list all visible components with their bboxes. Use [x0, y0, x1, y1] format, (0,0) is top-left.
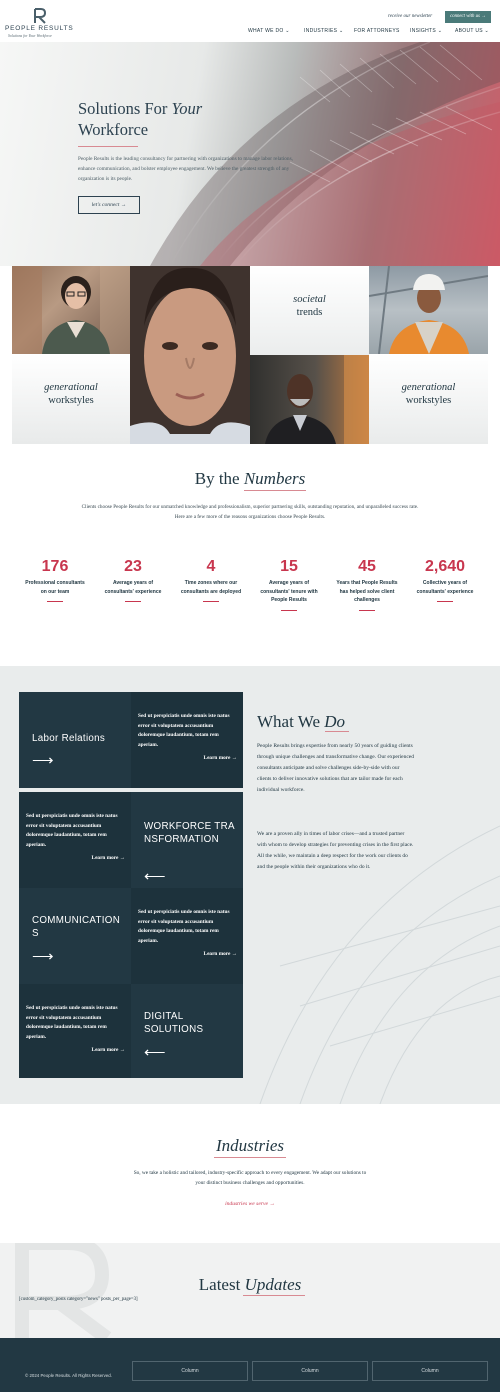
tile-societal-trends	[250, 266, 369, 355]
logo[interactable]	[5, 8, 75, 40]
logo-name: PEOPLE RESULTS	[5, 25, 74, 32]
industries-divider	[214, 1157, 286, 1158]
copyright: © 2024 People Results. All Rights Reserved.	[25, 1373, 112, 1378]
stat-value: 176	[41, 558, 69, 575]
tile-italic: generational	[401, 382, 456, 393]
stat-label: Average years of consultants' tenure with People Results	[260, 580, 318, 603]
tile-generational-workstyles-left	[12, 354, 130, 444]
service-info-card	[19, 792, 131, 888]
photo-woman-glasses	[12, 266, 130, 354]
photo-construction-worker	[369, 266, 488, 354]
footer-column[interactable]: Column	[252, 1361, 368, 1381]
service-description: Sed ut perspiciatis unde omnis iste natus error sit voluptatem accusantium doloremque laudantium, totam rem aperiam.	[138, 909, 230, 944]
stat-underline	[47, 601, 63, 602]
service-workforce-transformation[interactable]	[131, 792, 243, 888]
stat-underline	[203, 601, 219, 602]
tile-text	[250, 293, 369, 319]
tile-generational-workstyles-right	[369, 354, 488, 444]
stat-item	[414, 557, 476, 602]
face-portrait-icon	[130, 266, 250, 444]
stat-label: Time zones where our consultants are deployed	[180, 580, 242, 595]
service-title: WORKFORCE TRANSFORMATION	[144, 821, 235, 845]
wwd-divider	[325, 731, 349, 732]
stat-value: 15	[280, 558, 298, 575]
nav-insights[interactable]: INSIGHTS ⌄	[410, 28, 443, 34]
service-title: DIGITAL SOLUTIONS	[144, 1011, 204, 1035]
numbers-title-prefix: By the	[194, 469, 244, 488]
stat-item	[24, 557, 86, 602]
service-description: Sed ut perspiciatis unde omnis iste natus error sit voluptatem accusantium doloremque laudantium, totam rem aperiam.	[26, 1005, 118, 1040]
tile-regular: trends	[296, 307, 323, 318]
newsletter-link[interactable]: receive our newsletter	[388, 14, 433, 19]
logo-mark-icon	[29, 8, 49, 24]
service-info-card	[131, 692, 243, 788]
learn-more-link[interactable]: Learn more →	[91, 855, 125, 861]
service-description: Sed ut perspiciatis unde omnis iste natus error sit voluptatem accusantium doloremque laudantium, totam rem aperiam.	[26, 813, 118, 848]
footer-column[interactable]: Column	[372, 1361, 488, 1381]
tile-regular: workstyles	[405, 395, 452, 406]
stat-item	[258, 557, 320, 611]
service-title: Labor Relations	[32, 733, 106, 744]
updates-title-italic: Updates	[244, 1275, 302, 1294]
arrow-left-icon: ⟵	[144, 1044, 166, 1061]
hero-title-prefix: Solutions For	[78, 99, 172, 118]
stat-value: 2,640	[424, 558, 466, 575]
stat-item	[102, 557, 164, 602]
stat-label: Professional consultants on our team	[25, 580, 85, 595]
photo-woman-closeup	[130, 266, 250, 444]
industries-title: Industries	[216, 1136, 284, 1155]
hero-title-line2: Workforce	[78, 120, 149, 139]
stat-label: Collective years of consultants' experience	[416, 580, 474, 595]
service-info-card	[131, 888, 243, 984]
industries-link[interactable]: industries we serve →	[225, 1201, 275, 1207]
stat-underline	[125, 601, 141, 602]
stat-label: Average years of consultants' experience	[104, 580, 162, 595]
arrow-left-icon: ⟵	[144, 868, 166, 885]
learn-more-link[interactable]: Learn more →	[91, 1047, 125, 1053]
stat-underline	[359, 610, 375, 611]
updates-title	[0, 1275, 500, 1295]
hero-body: People Results is the leading consultancy for partnering with organizations to manage labor relations, enhance communication, and bolster employee engagement. We believe the greatest strength of any organization is its people.	[78, 156, 293, 182]
wwd-paragraph-2: We are a proven ally in times of labor crises—and a trusted partner with whom to develop strategies for preventing crises in the first place. All the while, we maintain a deep respect for the work our clients do and the people within their organizations who do it.	[257, 831, 414, 870]
learn-more-link[interactable]: Learn more →	[203, 951, 237, 957]
wwd-paragraph-1: People Results brings expertise from nearly 50 years of guiding clients through unique challenges and transformative change. Our experienced consultants anticipate and solve challenges side-by-side with our clients to deliver innovative solutions that are tailor made for each individual workforce.	[257, 743, 414, 793]
nav-industries[interactable]: INDUSTRIES ⌄	[304, 28, 344, 34]
hero-divider	[78, 146, 138, 147]
stat-value: 45	[358, 558, 376, 575]
industries-text: So, we take a holistic and tailored, industry-specific approach to every engagement. We adapt our solutions to your distinct business challenges and opportunities.	[133, 1170, 367, 1186]
service-description: Sed ut perspiciatis unde omnis iste natus error sit voluptatem accusantium doloremque laudantium, totam rem aperiam.	[138, 713, 230, 748]
nav-what-we-do[interactable]: WHAT WE DO ⌄	[248, 28, 290, 34]
person-portrait-icon	[250, 355, 369, 444]
arrow-right-icon: ⟶	[32, 948, 54, 965]
person-portrait-icon	[12, 266, 130, 354]
nav-for-attorneys[interactable]: FOR ATTORNEYS	[354, 28, 400, 34]
person-hardhat-icon	[369, 266, 488, 354]
hero-section	[0, 42, 500, 266]
stat-item	[180, 557, 242, 602]
service-communications[interactable]	[19, 888, 131, 984]
footer-column[interactable]: Column	[132, 1361, 248, 1381]
site-footer	[0, 1338, 500, 1392]
photo-man-suit	[250, 355, 369, 444]
service-labor-relations[interactable]	[19, 692, 131, 788]
nav-about-us[interactable]: ABOUT US ⌄	[455, 28, 490, 34]
updates-shortcode: [custom_category_posts category="news" posts_per_page=3]	[19, 1297, 138, 1302]
arrow-right-icon: ⟶	[32, 752, 54, 769]
stat-underline	[281, 610, 297, 611]
tile-text	[369, 381, 488, 407]
numbers-title	[0, 469, 500, 489]
wwd-title-italic: Do	[324, 712, 346, 731]
wwd-title-prefix: What We	[257, 712, 325, 731]
site-header	[0, 0, 500, 42]
service-digital-solutions[interactable]	[131, 984, 243, 1078]
tile-regular: workstyles	[48, 395, 94, 406]
numbers-title-italic: Numbers	[243, 469, 306, 488]
stat-label: Years that People Results has helped solve client challenges	[336, 580, 398, 603]
numbers-intro: Clients choose People Results for our unmatched knowledge and professionalism, superior partnering skills, outstanding reputation, and unparalleled success rate. Here are a few more of the reasons organizations choose People Results.	[81, 504, 419, 520]
stat-item	[336, 557, 398, 611]
service-title: COMMUNICATIONS	[32, 915, 121, 939]
what-we-do-title	[257, 712, 345, 732]
hero-title	[78, 98, 202, 140]
tile-italic: societal	[293, 294, 326, 305]
hero-connect-button[interactable]: let's connect →	[78, 196, 140, 214]
stat-value: 23	[124, 558, 142, 575]
logo-tagline: Solutions for Your Workforce	[8, 34, 52, 38]
stat-underline	[437, 601, 453, 602]
stat-value: 4	[206, 558, 216, 575]
tile-text	[12, 381, 130, 407]
hero-title-italic: Your	[171, 99, 203, 118]
numbers-divider	[244, 490, 306, 491]
service-info-card	[19, 984, 131, 1078]
tile-italic: generational	[44, 382, 98, 393]
learn-more-link[interactable]: Learn more →	[203, 755, 237, 761]
updates-divider	[243, 1295, 305, 1296]
updates-title-prefix: Latest	[198, 1275, 245, 1294]
connect-button[interactable]: connect with us →	[445, 11, 491, 23]
